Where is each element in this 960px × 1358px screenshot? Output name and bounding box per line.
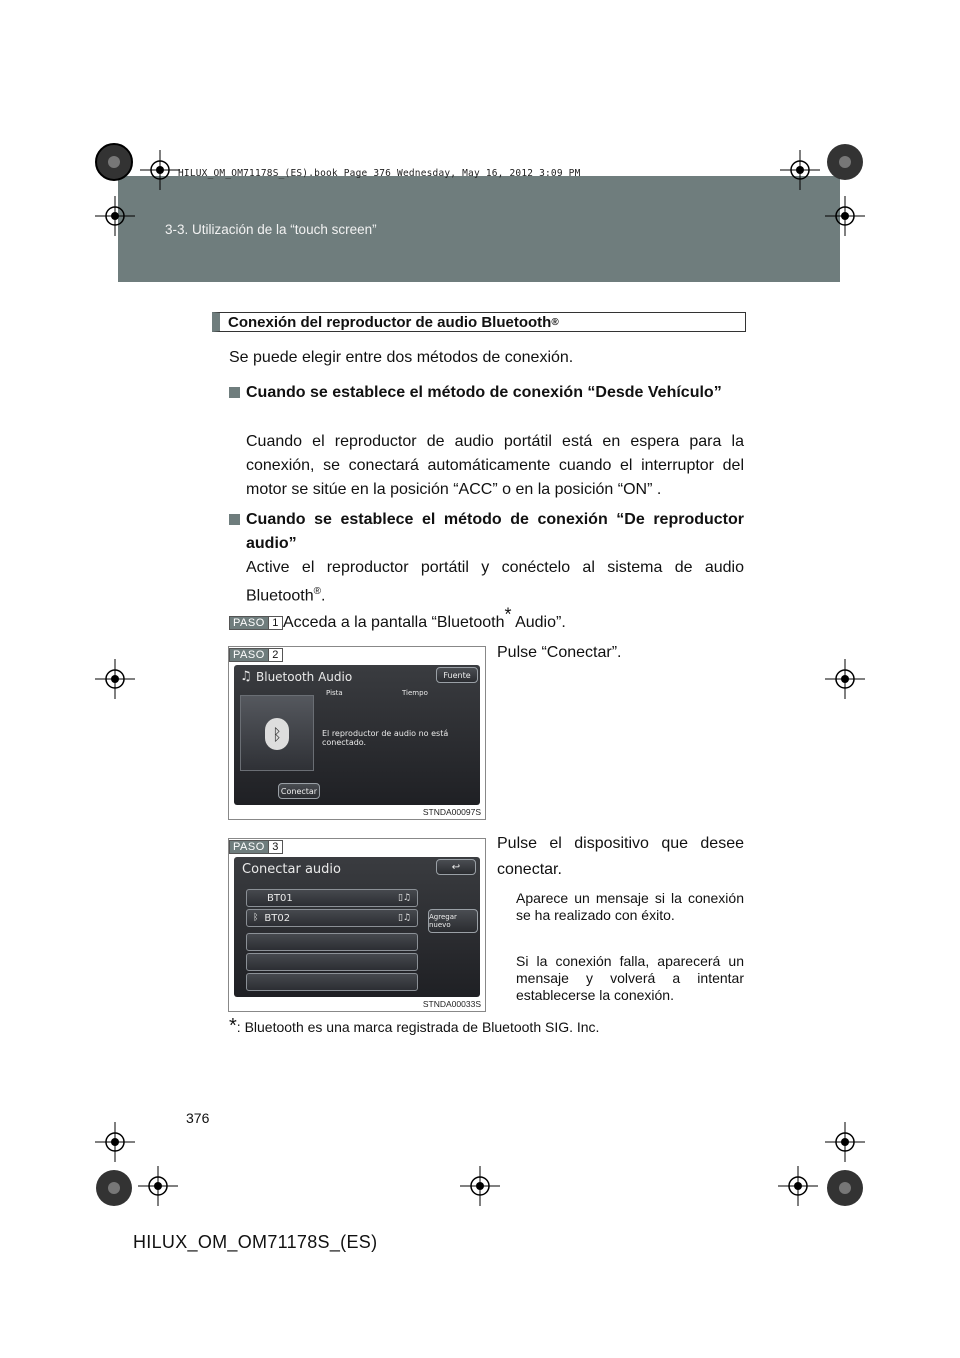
intro-text: Se puede elegir entre dos métodos de conexión.: [229, 349, 574, 366]
column-pista: Pista: [326, 689, 343, 697]
footnote-text: : Bluetooth es una marca registrada de Bluetooth SIG. Inc.: [236, 1019, 600, 1035]
step-label: PASO: [230, 649, 268, 661]
page-number: 376: [186, 1110, 210, 1126]
screenshot-frame: [228, 838, 486, 1012]
step1-text: [283, 604, 566, 635]
registered-mark: ®: [551, 316, 559, 328]
crosshair-icon: [825, 196, 865, 236]
empty-device-row: [246, 933, 418, 951]
empty-device-row: [246, 973, 418, 991]
back-arrow-icon: ↩: [451, 861, 461, 873]
step3-note-failure: Si la conexión falla, aparecerá un mensaje y volverá a intentar establecerse la conexión.: [516, 953, 744, 1003]
step-badge: [229, 616, 283, 630]
image-code: STNDA00097S: [422, 807, 481, 817]
crosshair-icon: [460, 1166, 500, 1206]
square-bullet-icon: [229, 387, 240, 398]
method1-heading: Cuando se establece el método de conexión “Desde Vehículo”: [246, 384, 722, 401]
album-art-placeholder: [240, 695, 314, 771]
step-badge: [229, 648, 283, 662]
crosshair-icon: [825, 1122, 865, 1162]
bluetooth-audio-screen: [234, 665, 480, 805]
asterisk-mark: *: [504, 604, 512, 625]
section-heading: [212, 312, 746, 332]
device-row[interactable]: [246, 889, 418, 907]
phone-music-icon: ▯♫: [397, 913, 411, 923]
method2-body: [246, 556, 744, 608]
footnote: [229, 1015, 600, 1037]
crop-rosette-icon: [92, 140, 136, 184]
asterisk-mark: *: [229, 1015, 237, 1037]
step3-note-success: Aparece un mensaje si la conexión se ha realizado con éxito.: [516, 890, 744, 923]
bluetooth-icon: ᛒ: [253, 913, 259, 923]
method2-body-text: Active el reproductor portátil y conéctelo al sistema de audio Bluetooth: [246, 559, 744, 605]
column-tiempo: Tiempo: [402, 689, 428, 697]
bluetooth-icon: ᛒ: [265, 718, 289, 750]
method1-body: Cuando el reproductor de audio portátil está en espera para la conexión, se conectará automáticamente cuando el interruptor del motor se sitúe en la posición “ACC” o en la posición “ON” .: [246, 433, 744, 498]
crosshair-icon: [825, 659, 865, 699]
crosshair-icon: [95, 659, 135, 699]
crop-rosette-icon: [823, 140, 867, 184]
screen-title: Conectar audio: [242, 862, 341, 877]
document-id: HILUX_OM_OM71178S_(ES): [133, 1232, 378, 1252]
crop-rosette-icon: [92, 1166, 136, 1210]
device-name: BT01: [267, 892, 293, 904]
crosshair-icon: [140, 150, 180, 190]
section-title: 3-3. Utilización de la “touch screen”: [165, 222, 377, 237]
step-label: PASO: [230, 841, 268, 853]
step-number: 1: [268, 617, 282, 629]
add-new-button[interactable]: [428, 909, 478, 933]
method2-heading: Cuando se establece el método de conexión “De reproductor audio”: [246, 511, 744, 552]
crosshair-icon: [138, 1166, 178, 1206]
step1-text-b: Audio”.: [511, 614, 566, 631]
add-new-label: Agregar nuevo: [429, 913, 457, 929]
crosshair-icon: [778, 1166, 818, 1206]
step2-text: Pulse “Conectar”.: [497, 644, 622, 661]
back-button[interactable]: [436, 859, 476, 875]
step-badge: [229, 840, 283, 854]
connect-button[interactable]: [278, 783, 320, 799]
music-note-icon: ♫: [240, 669, 252, 684]
connect-button-label: Conectar: [280, 786, 318, 796]
step-label: PASO: [230, 617, 268, 629]
device-row[interactable]: [246, 909, 418, 927]
registered-mark: ®: [313, 586, 321, 597]
section-heading-text: Conexión del reproductor de audio Bluetooth: [228, 313, 552, 331]
source-button[interactable]: [436, 667, 478, 683]
crosshair-icon: [95, 1122, 135, 1162]
step-number: 2: [268, 649, 282, 661]
not-connected-message: El reproductor de audio no está conectado.: [322, 729, 449, 747]
phone-music-icon: ▯♫: [397, 893, 411, 903]
method2-body-end: .: [320, 587, 326, 605]
empty-device-row: [246, 953, 418, 971]
connect-audio-screen: [234, 857, 480, 997]
crosshair-icon: [780, 150, 820, 190]
step3-text: Pulse el dispositivo que desee conectar.: [497, 835, 744, 878]
crop-rosette-icon: [823, 1166, 867, 1210]
book-filename-line: HILUX_OM_OM71178S_(ES).book Page 376 Wednesday, May 16, 2012 3:09 PM: [178, 168, 581, 179]
source-button-label: Fuente: [443, 670, 471, 680]
device-name: BT02: [264, 912, 291, 924]
step-number: 3: [268, 841, 282, 853]
step1-text-a: Acceda a la pantalla “Bluetooth: [283, 614, 505, 631]
square-bullet-icon: [229, 514, 240, 525]
crosshair-icon: [95, 196, 135, 236]
screenshot-frame: [228, 646, 486, 820]
screen-title: Bluetooth Audio: [256, 670, 353, 684]
image-code: STNDA00033S: [422, 999, 481, 1009]
